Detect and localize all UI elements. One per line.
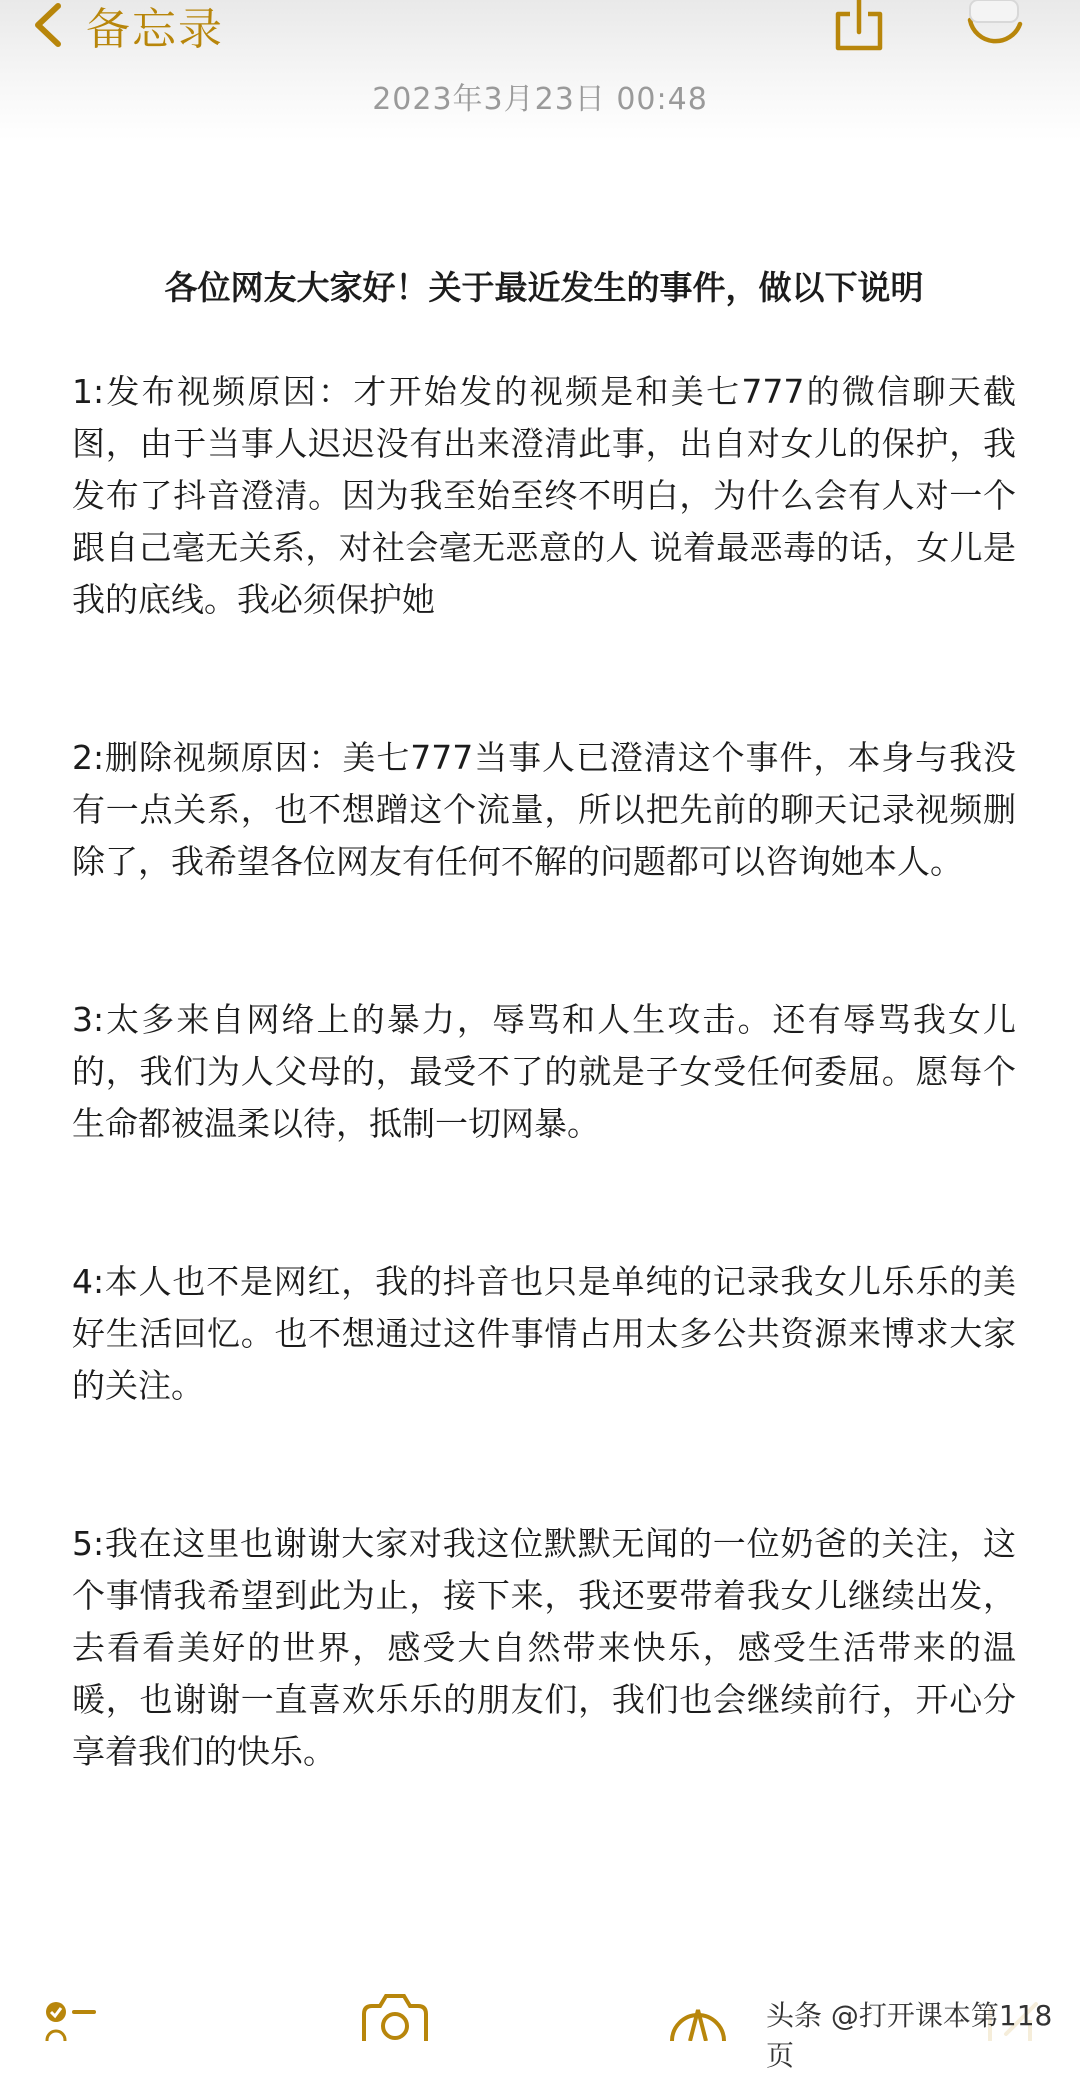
camera-icon[interactable] xyxy=(360,1988,430,2041)
watermark: 头条 @打开课本第118页 xyxy=(760,1994,1080,2074)
back-label: 备忘录 xyxy=(86,4,224,55)
markup-icon[interactable] xyxy=(668,1988,728,2041)
note-body[interactable] xyxy=(72,262,1016,1884)
note-paragraph-3: 3:太多来自网络上的暴力，辱骂和人生攻击。还有辱骂我女儿的，我们为人父母的，最受不了的就是子女受任何委屈。愿每个生命都被温柔以待，抵制一切网暴。 xyxy=(72,1000,1016,1143)
note-paragraph-4: 4:本人也不是网红，我的抖音也只是单纯的记录我女儿乐乐的美好生活回忆。也不想通过这件事情占用太多公共资源来博求大家的关注。 xyxy=(72,1262,1016,1405)
more-icon[interactable] xyxy=(962,0,1026,52)
top-navigation-bar xyxy=(0,0,1080,140)
note-paragraph-5: 5:我在这里也谢谢大家对我这位默默无闻的一位奶爸的关注，这个事情我希望到此为止，接下来，我还要带着我女儿继续出发，去看看美好的世界，感受大自然带来快乐，感受生活带来的温暖，也谢谢一直喜欢乐乐的朋友们，我们也会继续前行，开心分享着我们的快乐。 xyxy=(72,1524,1016,1771)
note-title: 各位网友大家好！关于最近发生的事件，做以下说明 xyxy=(164,268,924,307)
chevron-left-icon xyxy=(30,2,66,48)
note-paragraph-2: 2:删除视频原因：美七777当事人已澄清这个事件，本身与我没有一点关系，也不想蹭这个流量，所以把先前的聊天记录视频删除了，我希望各位网友有任何不解的问题都可以咨询她本人。 xyxy=(72,738,1016,881)
share-icon[interactable] xyxy=(832,0,886,52)
note-date: 2023年3月23日 00:48 xyxy=(372,82,708,117)
checklist-icon[interactable] xyxy=(44,1988,124,2041)
back-button[interactable] xyxy=(30,0,224,55)
note-paragraph-1: 1:发布视频原因：才开始发的视频是和美七777的微信聊天截图，由于当事人迟迟没有出来澄清此事，出自对女儿的保护，我发布了抖音澄清。因为我至始至终不明白，为什么会有人对一个跟自己毫无关系，对社会毫无恶意的人 说着最恶毒的话，女儿是我的底线。我必须保护她 xyxy=(72,372,1016,619)
